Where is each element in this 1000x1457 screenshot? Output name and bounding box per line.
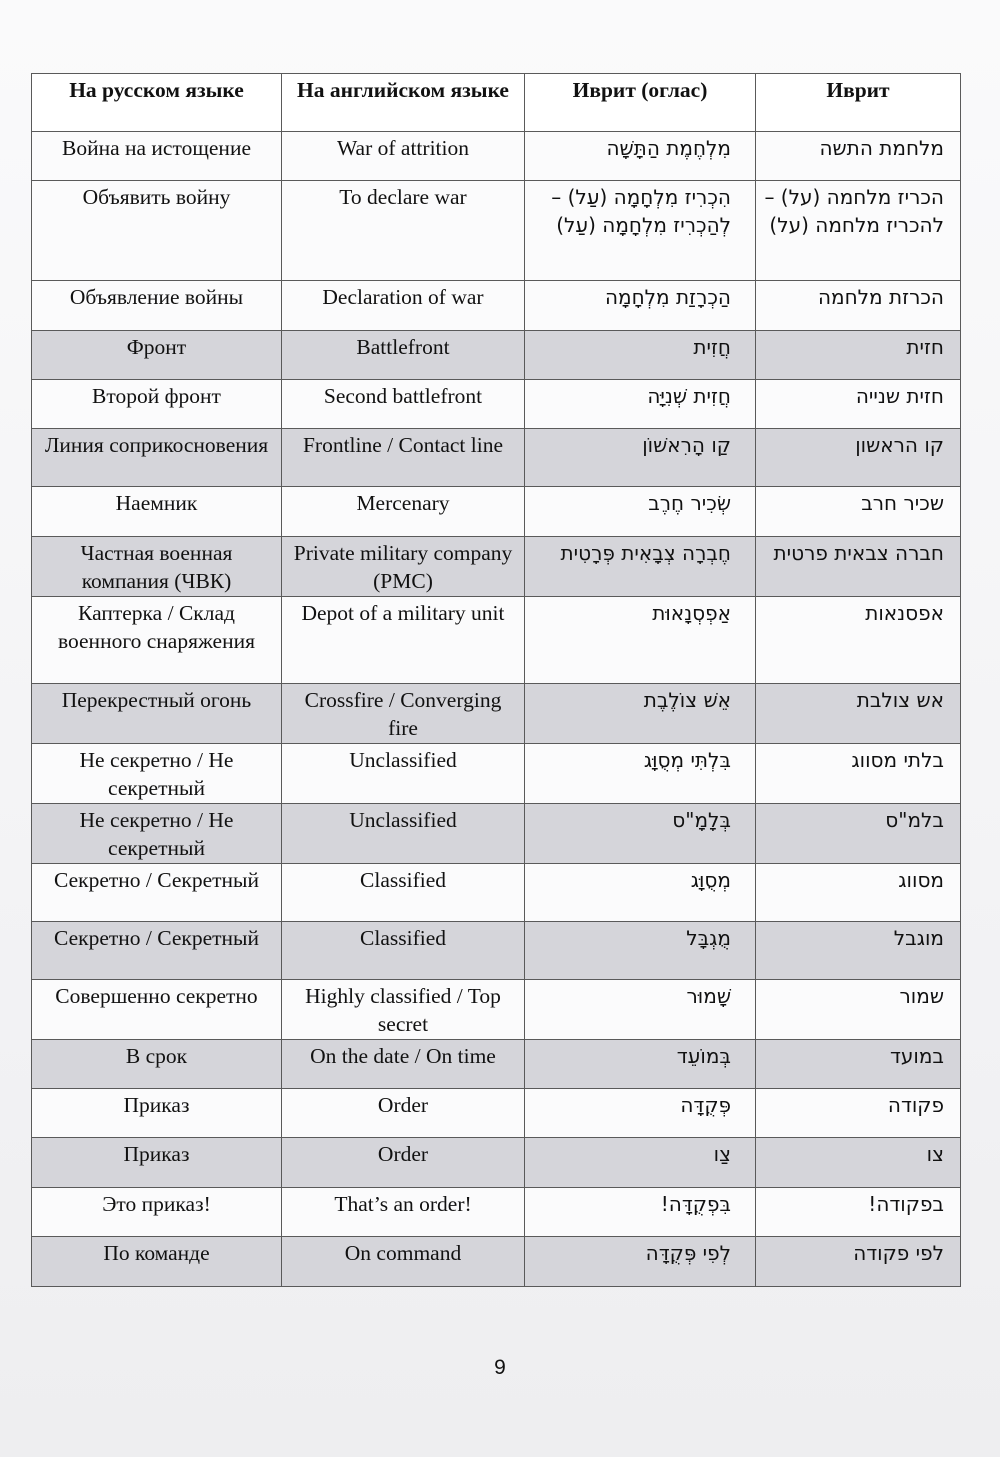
cell-english: Crossfire / Converging fire bbox=[282, 684, 525, 744]
table-row bbox=[32, 744, 961, 804]
table-row bbox=[32, 1089, 961, 1138]
cell-hebrew-vocalized: לְפִי פְּקֻדָּה bbox=[525, 1237, 756, 1287]
cell-hebrew: בלתי מסווג bbox=[756, 744, 961, 804]
cell-russian: Наемник bbox=[32, 487, 282, 537]
cell-hebrew-vocalized: שְׂכִיר חֶרֶב bbox=[525, 487, 756, 537]
header-hebrew: Иврит bbox=[756, 74, 961, 132]
cell-hebrew: צו bbox=[756, 1138, 961, 1188]
table-row bbox=[32, 132, 961, 181]
cell-hebrew-vocalized: הַכְרָזַת מִלְחָמָה bbox=[525, 281, 756, 331]
table-row bbox=[32, 922, 961, 980]
cell-hebrew-vocalized: פְּקֻדָּה bbox=[525, 1089, 756, 1138]
cell-hebrew-vocalized: מִלְחֶמֶת הַתָּשָׁה bbox=[525, 132, 756, 181]
cell-hebrew-vocalized: מֻגְבָּל bbox=[525, 922, 756, 980]
cell-english: On command bbox=[282, 1237, 525, 1287]
cell-hebrew-vocalized: קַו הָרִאשׁוֹן bbox=[525, 429, 756, 487]
cell-english: Private military company (PMC) bbox=[282, 537, 525, 597]
cell-russian: По команде bbox=[32, 1237, 282, 1287]
table-row bbox=[32, 281, 961, 331]
cell-russian: Не секретно / Не секретный bbox=[32, 804, 282, 864]
cell-hebrew-vocalized: צַו bbox=[525, 1138, 756, 1188]
cell-hebrew: שכיר חרב bbox=[756, 487, 961, 537]
table-row bbox=[32, 1040, 961, 1089]
cell-hebrew: במועד bbox=[756, 1040, 961, 1089]
cell-english: Declaration of war bbox=[282, 281, 525, 331]
cell-english: Frontline / Contact line bbox=[282, 429, 525, 487]
cell-russian: Частная военная компания (ЧВК) bbox=[32, 537, 282, 597]
cell-english: To declare war bbox=[282, 181, 525, 281]
cell-hebrew: פקודה bbox=[756, 1089, 961, 1138]
table-row bbox=[32, 1237, 961, 1287]
cell-hebrew-vocalized: הִכְרִיז מִלְחָמָה (עַל) – לְהַכְרִיז מִלְחָמָה (עַל) bbox=[525, 181, 756, 281]
table-row bbox=[32, 380, 961, 429]
table-row bbox=[32, 181, 961, 281]
cell-hebrew: הכרזת מלחמה bbox=[756, 281, 961, 331]
header-hebrew-vocalized: Иврит (оглас) bbox=[525, 74, 756, 132]
cell-english: War of attrition bbox=[282, 132, 525, 181]
table-row bbox=[32, 804, 961, 864]
table-row bbox=[32, 429, 961, 487]
cell-english: Battlefront bbox=[282, 331, 525, 380]
cell-hebrew: בלמ"ס bbox=[756, 804, 961, 864]
header-russian: На русском языке bbox=[32, 74, 282, 132]
cell-hebrew: שמור bbox=[756, 980, 961, 1040]
cell-english: Unclassified bbox=[282, 744, 525, 804]
cell-hebrew: קו הראשון bbox=[756, 429, 961, 487]
cell-russian: Война на истощение bbox=[32, 132, 282, 181]
cell-russian: Секретно / Секретный bbox=[32, 864, 282, 922]
cell-hebrew: בפקודה! bbox=[756, 1188, 961, 1237]
cell-english: Classified bbox=[282, 922, 525, 980]
table-row bbox=[32, 487, 961, 537]
cell-hebrew: חברה צבאית פרטית bbox=[756, 537, 961, 597]
cell-hebrew: מוגבל bbox=[756, 922, 961, 980]
table-row bbox=[32, 537, 961, 597]
table-row bbox=[32, 980, 961, 1040]
table-row bbox=[32, 331, 961, 380]
cell-russian: Приказ bbox=[32, 1089, 282, 1138]
table-row bbox=[32, 1188, 961, 1237]
page-number: 9 bbox=[494, 1356, 506, 1379]
cell-hebrew-vocalized: שָׁמוּר bbox=[525, 980, 756, 1040]
cell-hebrew-vocalized: חֶבְרָה צְבָאִית פְּרָטִית bbox=[525, 537, 756, 597]
cell-english: Second battlefront bbox=[282, 380, 525, 429]
cell-russian: Линия соприкосновения bbox=[32, 429, 282, 487]
cell-hebrew: לפי פקודה bbox=[756, 1237, 961, 1287]
cell-english: On the date / On time bbox=[282, 1040, 525, 1089]
header-english: На английском языке bbox=[282, 74, 525, 132]
table-header-row bbox=[32, 74, 961, 132]
cell-hebrew-vocalized: בְּמוֹעֵד bbox=[525, 1040, 756, 1089]
cell-russian: Перекрестный огонь bbox=[32, 684, 282, 744]
cell-english: Mercenary bbox=[282, 487, 525, 537]
table-row bbox=[32, 597, 961, 684]
cell-hebrew-vocalized: אַפְסְנָאוּת bbox=[525, 597, 756, 684]
cell-english: Highly classified / Top secret bbox=[282, 980, 525, 1040]
cell-hebrew-vocalized: אֵשׁ צוֹלֶבֶת bbox=[525, 684, 756, 744]
cell-hebrew-vocalized: חֲזִית bbox=[525, 331, 756, 380]
cell-russian: В срок bbox=[32, 1040, 282, 1089]
cell-russian: Второй фронт bbox=[32, 380, 282, 429]
table-row bbox=[32, 1138, 961, 1188]
cell-russian: Каптерка / Склад военного снаряжения bbox=[32, 597, 282, 684]
cell-hebrew: חזית bbox=[756, 331, 961, 380]
cell-hebrew: אש צולבת bbox=[756, 684, 961, 744]
cell-russian: Не секретно / Не секретный bbox=[32, 744, 282, 804]
cell-hebrew: מלחמת התשה bbox=[756, 132, 961, 181]
cell-hebrew-vocalized: חֲזִית שְׁנִיָּה bbox=[525, 380, 756, 429]
table-row bbox=[32, 864, 961, 922]
cell-russian: Это приказ! bbox=[32, 1188, 282, 1237]
cell-english: Depot of a military unit bbox=[282, 597, 525, 684]
cell-hebrew: חזית שנייה bbox=[756, 380, 961, 429]
glossary-table bbox=[31, 73, 961, 1287]
cell-hebrew: אפסנאות bbox=[756, 597, 961, 684]
cell-hebrew: הכריז מלחמה (על) – להכריז מלחמה (על) bbox=[756, 181, 961, 281]
cell-hebrew-vocalized: מְסֻוָּג bbox=[525, 864, 756, 922]
cell-russian: Объявить войну bbox=[32, 181, 282, 281]
table-row bbox=[32, 684, 961, 744]
cell-hebrew: מסווג bbox=[756, 864, 961, 922]
cell-hebrew-vocalized: בִּפְקֻדָּה! bbox=[525, 1188, 756, 1237]
cell-english: Order bbox=[282, 1089, 525, 1138]
cell-english: Classified bbox=[282, 864, 525, 922]
cell-russian: Фронт bbox=[32, 331, 282, 380]
cell-english: Order bbox=[282, 1138, 525, 1188]
cell-russian: Приказ bbox=[32, 1138, 282, 1188]
cell-russian: Секретно / Секретный bbox=[32, 922, 282, 980]
cell-hebrew-vocalized: בְּלָמָ"ס bbox=[525, 804, 756, 864]
cell-english: Unclassified bbox=[282, 804, 525, 864]
cell-english: That’s an order! bbox=[282, 1188, 525, 1237]
cell-russian: Совершенно секретно bbox=[32, 980, 282, 1040]
cell-russian: Объявление войны bbox=[32, 281, 282, 331]
cell-hebrew-vocalized: בִּלְתִּי מְסֻוָּג bbox=[525, 744, 756, 804]
